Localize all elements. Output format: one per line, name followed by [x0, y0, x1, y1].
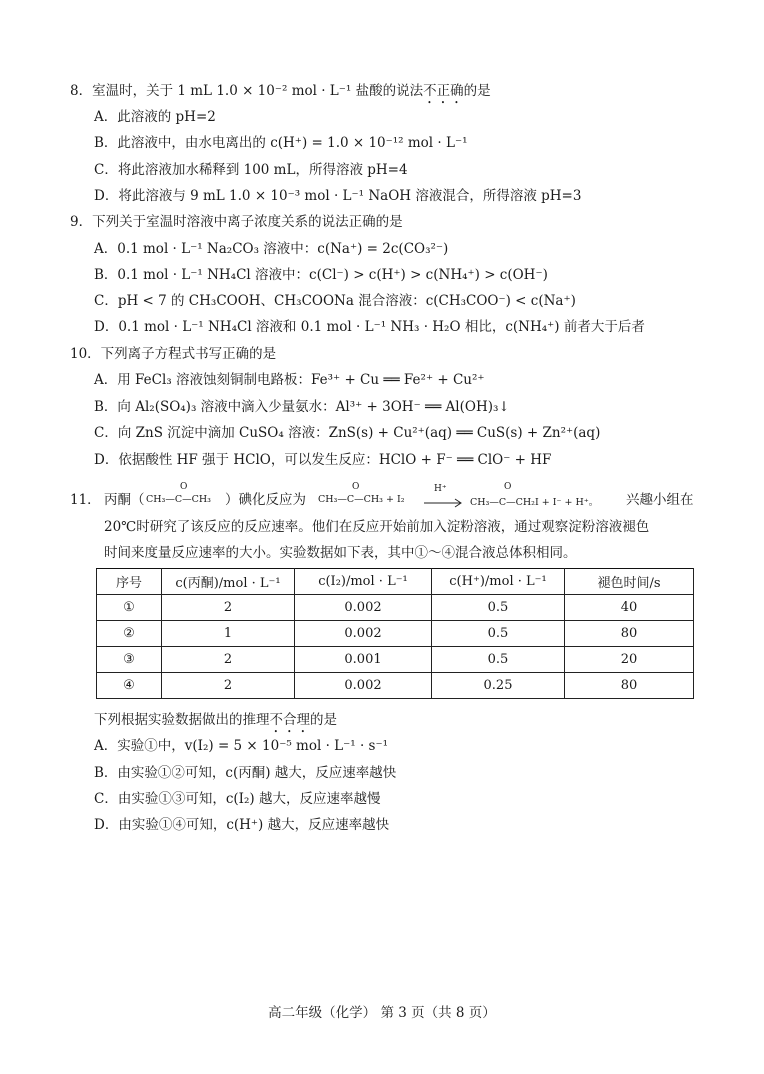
table-row	[97, 647, 694, 673]
reaction-arrow	[424, 484, 464, 514]
q11-intro-c: 兴趣小组在	[626, 492, 694, 508]
q11-option-b: B．由实验①②可知，c(丙酮) 越大，反应速率越快	[94, 765, 397, 781]
q8-option-b: B．此溶液中，由水电离出的 c(H⁺) = 1.0 × 10⁻¹² mol · L⁻¹	[94, 135, 468, 151]
q9-option-b: B．0.1 mol · L⁻¹ NH₄Cl 溶液中：c(Cl⁻) > c(H⁺) > c(NH₄⁺) > c(OH⁻)	[94, 267, 548, 283]
q11-intro: 丙酮（	[104, 492, 145, 508]
table-row	[97, 595, 694, 621]
acetone-text: CH₃—C—CH₃	[146, 494, 211, 505]
table-header-row	[97, 569, 694, 595]
table-row	[97, 621, 694, 647]
q9-option-c: C．pH < 7 的 CH₃COOH、CH₃COONa 混合溶液：c(CH₃COO⁻) < c(Na⁺)	[94, 293, 576, 309]
table-cell: 0.5	[432, 621, 565, 647]
q11-sub-end: 的是	[310, 712, 337, 728]
table-cell: 80	[565, 673, 694, 699]
table-cell: 20	[565, 647, 694, 673]
q8-stem-text: 8．室温时，关于 1 mL 1.0 × 10⁻² mol · L⁻¹ 盐酸的说法	[70, 83, 424, 99]
q9-option-a: A．0.1 mol · L⁻¹ Na₂CO₃ 溶液中：c(Na⁺) = 2c(CO₃²⁻)	[94, 241, 449, 257]
q11-option-d: D．由实验①④可知，c(H⁺) 越大，反应速率越快	[94, 817, 390, 833]
product-formula	[470, 482, 599, 508]
q11-option-c: C．由实验①③可知，c(I₂) 越大，反应速率越慢	[94, 791, 381, 807]
q11-sub-stem-text: 下列根据实验数据做出的推理	[94, 712, 270, 728]
q8-stem	[70, 82, 491, 107]
q11-option-a: A．实验①中，v(I₂) = 5 × 10⁻⁵ mol · L⁻¹ · s⁻¹	[94, 738, 389, 754]
table-header: 褪色时间/s	[565, 569, 694, 595]
table-cell: 2	[162, 673, 295, 699]
reactant-text: CH₃—C—CH₃ + I₂	[318, 494, 405, 505]
table-cell: 0.002	[295, 673, 432, 699]
table-cell: 2	[162, 647, 295, 673]
product-text: CH₃—C—CH₂I + I⁻ + H⁺。	[470, 497, 599, 508]
q11-number: 11．	[70, 492, 101, 508]
table-cell: 80	[565, 621, 694, 647]
q8-option-a: A．此溶液的 pH=2	[94, 109, 216, 125]
q8-option-d: D．将此溶液与 9 mL 1.0 × 10⁻³ mol · L⁻¹ NaOH 溶液混合，所得溶液 pH=3	[94, 188, 582, 204]
carbonyl-oxygen: O	[352, 482, 360, 492]
reactant-formula	[318, 482, 405, 505]
table-header: c(H⁺)/mol · L⁻¹	[432, 569, 565, 595]
table-cell: ④	[97, 673, 162, 699]
table-header: 序号	[97, 569, 162, 595]
experiment-table	[96, 568, 694, 699]
q11-sub-emphasis: 不合理	[269, 712, 310, 728]
table-cell: 1	[162, 621, 295, 647]
catalyst-label: H⁺	[434, 484, 447, 494]
table-cell: ③	[97, 647, 162, 673]
q11-line2: 20℃时研究了该反应的反应速率。他们在反应开始前加入淀粉溶液，通过观察淀粉溶液褪色	[104, 519, 650, 535]
table-cell: 40	[565, 595, 694, 621]
page-footer: 高二年级（化学） 第 3 页（共 8 页）	[268, 1005, 496, 1021]
q10-option-a: A．用 FeCl₃ 溶液蚀刻铜制电路板：Fe³⁺ + Cu ══ Fe²⁺ + Cu²⁺	[94, 372, 485, 388]
table-cell: 0.5	[432, 647, 565, 673]
table-header: c(I₂)/mol · L⁻¹	[295, 569, 432, 595]
acetone-formula	[146, 482, 211, 505]
q10-option-b: B．向 Al₂(SO₄)₃ 溶液中滴入少量氨水：Al³⁺ + 3OH⁻ ══ Al(OH)₃↓	[94, 399, 510, 415]
q8-stem-end: 的是	[463, 83, 491, 99]
q9-stem: 9．下列关于室温时溶液中离子浓度关系的说法正确的是	[70, 214, 403, 230]
q11-intro-b: ）碘化反应为	[225, 492, 306, 508]
q10-option-d: D．依据酸性 HF 强于 HClO，可以发生反应：HClO + F⁻ ══ ClO⁻ + HF	[94, 452, 552, 468]
q11-sub-stem	[94, 711, 337, 736]
q10-stem: 10．下列离子方程式书写正确的是	[70, 346, 277, 362]
table-cell: 0.002	[295, 595, 432, 621]
q8-stem-emphasis: 不正确	[423, 83, 464, 99]
q8-option-c: C．将此溶液加水稀释到 100 mL，所得溶液 pH=4	[94, 162, 408, 178]
table-cell: 0.002	[295, 621, 432, 647]
table-cell: ②	[97, 621, 162, 647]
table-header: c(丙酮)/mol · L⁻¹	[162, 569, 295, 595]
carbonyl-oxygen: O	[180, 482, 188, 492]
q9-option-d: D．0.1 mol · L⁻¹ NH₄Cl 溶液和 0.1 mol · L⁻¹ NH₃ · H₂O 相比，c(NH₄⁺) 前者大于后者	[94, 319, 645, 335]
q11-line3: 时间来度量反应速率的大小。实验数据如下表，其中①～④混合液总体积相同。	[104, 545, 577, 561]
table-cell: 0.25	[432, 673, 565, 699]
table-cell: ①	[97, 595, 162, 621]
arrow-icon	[424, 496, 464, 510]
table-cell: 0.5	[432, 595, 565, 621]
table-cell: 0.001	[295, 647, 432, 673]
q10-option-c: C．向 ZnS 沉淀中滴加 CuSO₄ 溶液：ZnS(s) + Cu²⁺(aq) ══ CuS(s) + Zn²⁺(aq)	[94, 425, 601, 441]
carbonyl-oxygen: O	[504, 482, 512, 492]
table-cell: 2	[162, 595, 295, 621]
table-row	[97, 673, 694, 699]
